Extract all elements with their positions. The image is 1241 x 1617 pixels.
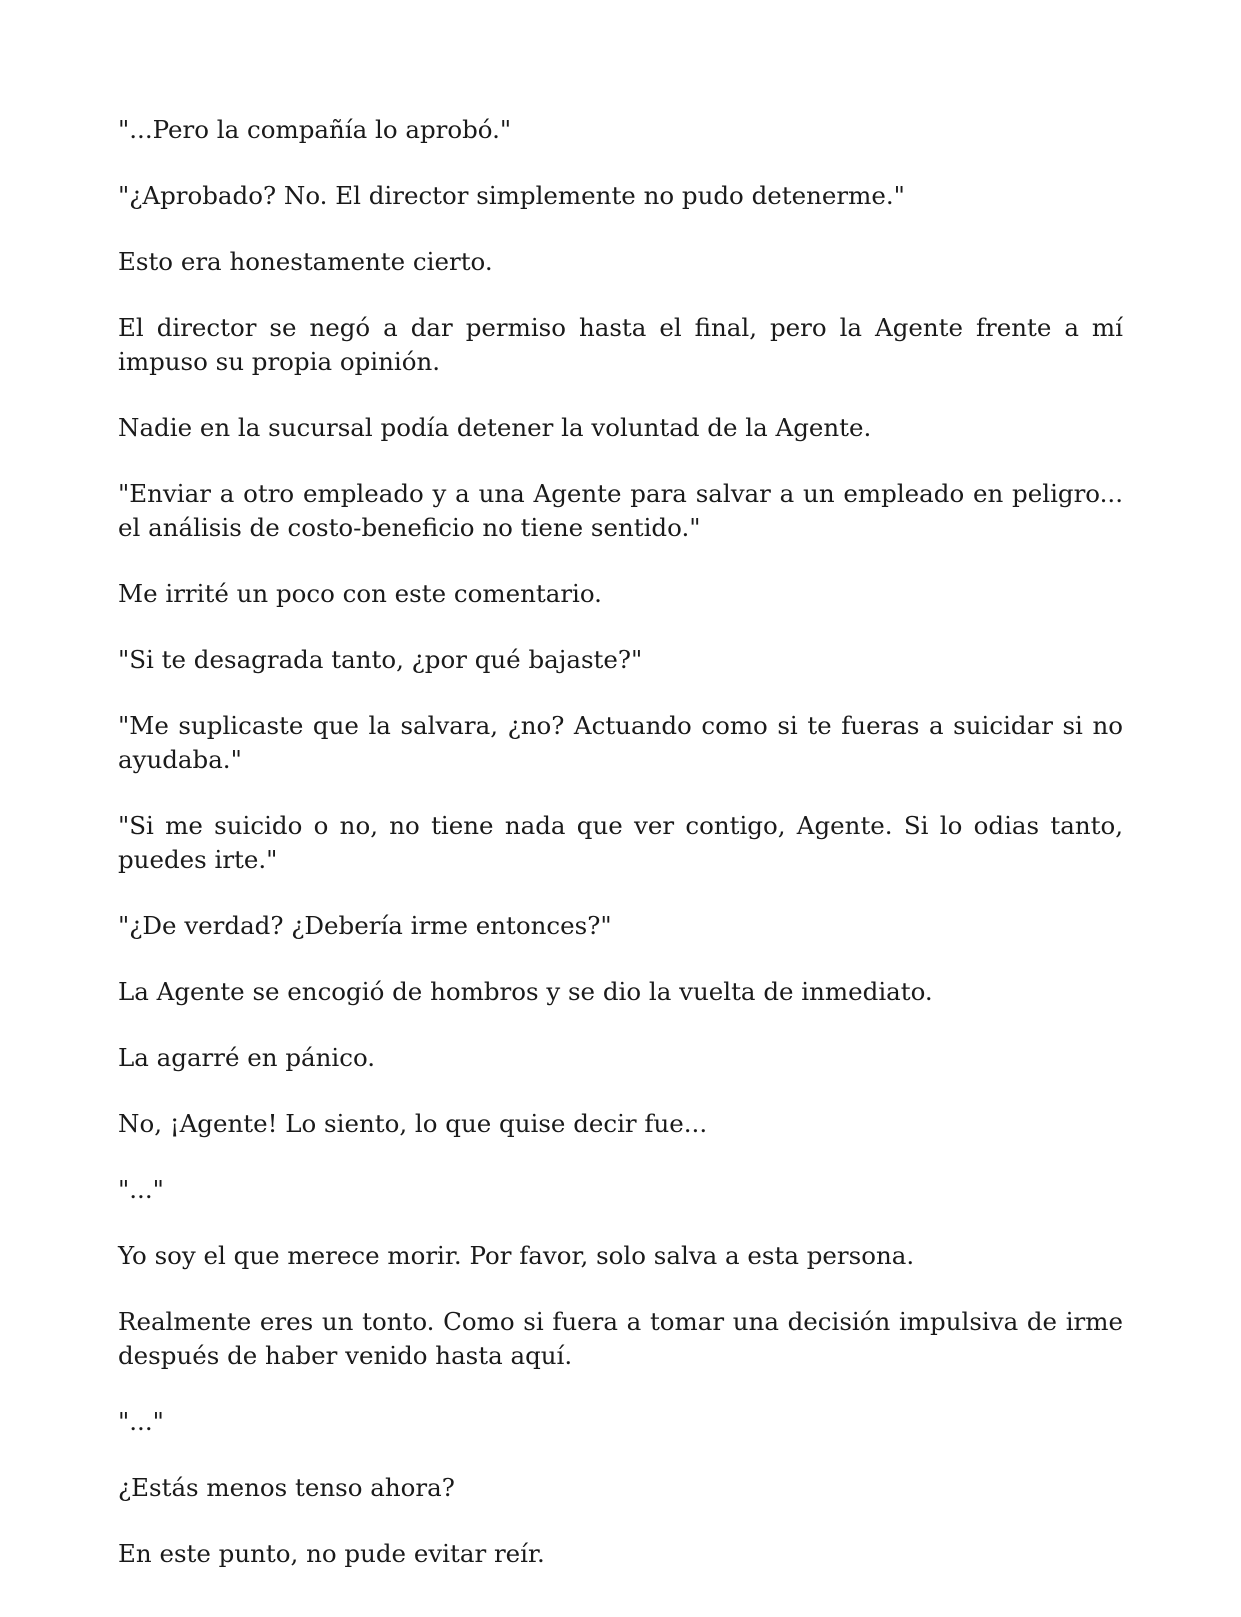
paragraph: Yo soy el que merece morir. Por favor, solo salva a esta persona. — [118, 1241, 915, 1270]
paragraph: Realmente eres un tonto. Como si fuera a tomar una decisión impulsiva de irme después de haber venido hasta aquí. — [118, 1307, 1123, 1370]
paragraph: La agarré en pánico. — [118, 1043, 376, 1072]
paragraph: El director se negó a dar permiso hasta el final, pero la Agente frente a mí impuso su propia opinión. — [118, 313, 1123, 376]
paragraph: "Si te desagrada tanto, ¿por qué bajaste?" — [118, 645, 643, 674]
paragraph: "Me suplicaste que la salvara, ¿no? Actuando como si te fueras a suicidar si no ayudaba." — [118, 711, 1123, 774]
paragraph: ¿Estás menos tenso ahora? — [118, 1473, 455, 1502]
paragraph: Esto era honestamente cierto. — [118, 247, 493, 276]
paragraph: No, ¡Agente! Lo siento, lo que quise decir fue... — [118, 1109, 708, 1138]
paragraph: "..." — [118, 1175, 164, 1204]
paragraph: La Agente se encogió de hombros y se dio la vuelta de inmediato. — [118, 977, 933, 1006]
paragraph: "Enviar a otro empleado y a una Agente para salvar a un empleado en peligro... el análisis de costo-beneficio no tiene sentido." — [118, 479, 1123, 542]
paragraph: "...Pero la compañía lo aprobó." — [118, 115, 512, 144]
paragraph: Me irrité un poco con este comentario. — [118, 579, 602, 608]
paragraph: Nadie en la sucursal podía detener la voluntad de la Agente. — [118, 413, 872, 442]
paragraph: "..." — [118, 1407, 164, 1436]
paragraph: En este punto, no pude evitar reír. — [118, 1539, 545, 1568]
paragraph: "¿Aprobado? No. El director simplemente no pudo detenerme." — [118, 181, 905, 210]
document-body — [118, 113, 1123, 1603]
paragraph: "¿De verdad? ¿Debería irme entonces?" — [118, 911, 612, 940]
paragraph: "Si me suicido o no, no tiene nada que ver contigo, Agente. Si lo odias tanto, puedes irte." — [118, 811, 1123, 874]
